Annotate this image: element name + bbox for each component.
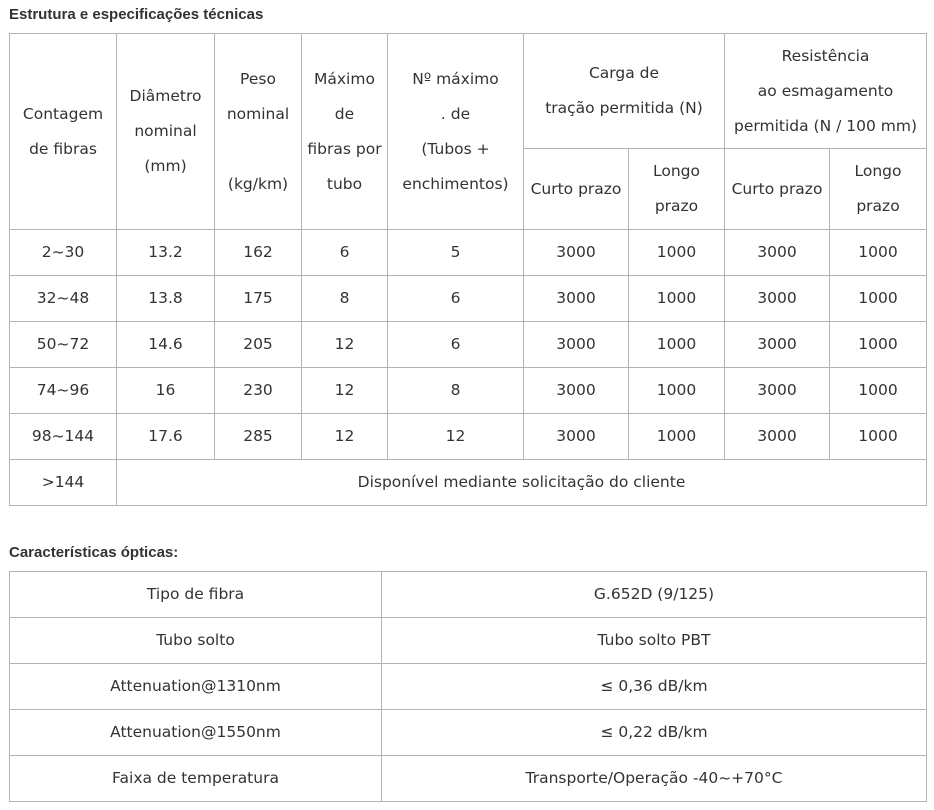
optical-value: Tubo solto PBT — [382, 618, 927, 664]
cell-fibers: 32~48 — [10, 276, 117, 322]
spec-table — [9, 33, 927, 506]
optical-table — [9, 571, 927, 802]
cell-fibers: 98~144 — [10, 414, 117, 460]
cell-weight: 205 — [215, 322, 302, 368]
table-row — [10, 276, 927, 322]
cell-diameter: 13.8 — [117, 276, 215, 322]
optical-value: ≤ 0,36 dB/km — [382, 664, 927, 710]
cell-crush-long: 1000 — [830, 276, 927, 322]
optical-value: ≤ 0,22 dB/km — [382, 710, 927, 756]
table-row — [10, 710, 927, 756]
cell-max-fibers: 12 — [302, 368, 388, 414]
cell-fibers: 74~96 — [10, 368, 117, 414]
header-tensile-long: Longo prazo — [629, 149, 725, 230]
header-tensile-short: Curto prazo — [524, 149, 629, 230]
table-row — [10, 230, 927, 276]
cell-max-tubes: 12 — [388, 414, 524, 460]
cell-crush-short: 3000 — [725, 368, 830, 414]
cell-max-fibers: 12 — [302, 414, 388, 460]
cell-max-tubes: 8 — [388, 368, 524, 414]
header-max-tubes: Nº máximo . de (Tubos + enchimentos) — [388, 34, 524, 230]
cell-crush-long: 1000 — [830, 368, 927, 414]
header-tensile: Carga de tração permitida (N) — [524, 34, 725, 149]
cell-diameter: 16 — [117, 368, 215, 414]
cell-max-tubes: 5 — [388, 230, 524, 276]
header-crush: Resistência ao esmagamento permitida (N / 100 mm) — [725, 34, 927, 149]
table-row — [10, 756, 927, 802]
cell-custom-note: Disponível mediante solicitação do cliente — [117, 460, 927, 506]
optical-label: Attenuation@1550nm — [10, 710, 382, 756]
cell-diameter: 14.6 — [117, 322, 215, 368]
optical-label: Faixa de temperatura — [10, 756, 382, 802]
header-max-fibers-per-tube: Máximo de fibras por tubo — [302, 34, 388, 230]
cell-weight: 175 — [215, 276, 302, 322]
table-row — [10, 664, 927, 710]
header-diameter: Diâmetro nominal (mm) — [117, 34, 215, 230]
header-crush-long: Longo prazo — [830, 149, 927, 230]
header-weight: Peso nominal (kg/km) — [215, 34, 302, 230]
cell-tensile-short: 3000 — [524, 276, 629, 322]
cell-weight: 230 — [215, 368, 302, 414]
table-header-row — [10, 34, 927, 149]
cell-max-fibers: 6 — [302, 230, 388, 276]
optical-label: Tipo de fibra — [10, 572, 382, 618]
header-fiber-count: Contagem de fibras — [10, 34, 117, 230]
cell-diameter: 13.2 — [117, 230, 215, 276]
cell-crush-short: 3000 — [725, 414, 830, 460]
cell-max-fibers: 12 — [302, 322, 388, 368]
optical-label: Attenuation@1310nm — [10, 664, 382, 710]
optical-value: G.652D (9/125) — [382, 572, 927, 618]
cell-tensile-short: 3000 — [524, 322, 629, 368]
cell-max-fibers: 8 — [302, 276, 388, 322]
cell-tensile-long: 1000 — [629, 276, 725, 322]
table-row — [10, 414, 927, 460]
table-row — [10, 368, 927, 414]
cell-tensile-long: 1000 — [629, 368, 725, 414]
table-row — [10, 572, 927, 618]
cell-fibers: 50~72 — [10, 322, 117, 368]
cell-crush-long: 1000 — [830, 414, 927, 460]
cell-tensile-short: 3000 — [524, 368, 629, 414]
cell-crush-long: 1000 — [830, 230, 927, 276]
cell-crush-long: 1000 — [830, 322, 927, 368]
cell-tensile-long: 1000 — [629, 230, 725, 276]
cell-fibers: 2~30 — [10, 230, 117, 276]
header-crush-short: Curto prazo — [725, 149, 830, 230]
cell-weight: 162 — [215, 230, 302, 276]
cell-fibers: >144 — [10, 460, 117, 506]
cell-diameter: 17.6 — [117, 414, 215, 460]
table-row-custom — [10, 460, 927, 506]
cell-crush-short: 3000 — [725, 276, 830, 322]
cell-tensile-short: 3000 — [524, 230, 629, 276]
cell-tensile-long: 1000 — [629, 414, 725, 460]
cell-crush-short: 3000 — [725, 230, 830, 276]
optical-value: Transporte/Operação -40~+70°C — [382, 756, 927, 802]
cell-max-tubes: 6 — [388, 276, 524, 322]
cell-crush-short: 3000 — [725, 322, 830, 368]
cell-tensile-short: 3000 — [524, 414, 629, 460]
cell-tensile-long: 1000 — [629, 322, 725, 368]
table-row — [10, 618, 927, 664]
optical-section-title: Características ópticas: — [9, 544, 179, 561]
cell-max-tubes: 6 — [388, 322, 524, 368]
spec-section-title: Estrutura e especificações técnicas — [9, 6, 264, 23]
cell-weight: 285 — [215, 414, 302, 460]
optical-label: Tubo solto — [10, 618, 382, 664]
table-row — [10, 322, 927, 368]
